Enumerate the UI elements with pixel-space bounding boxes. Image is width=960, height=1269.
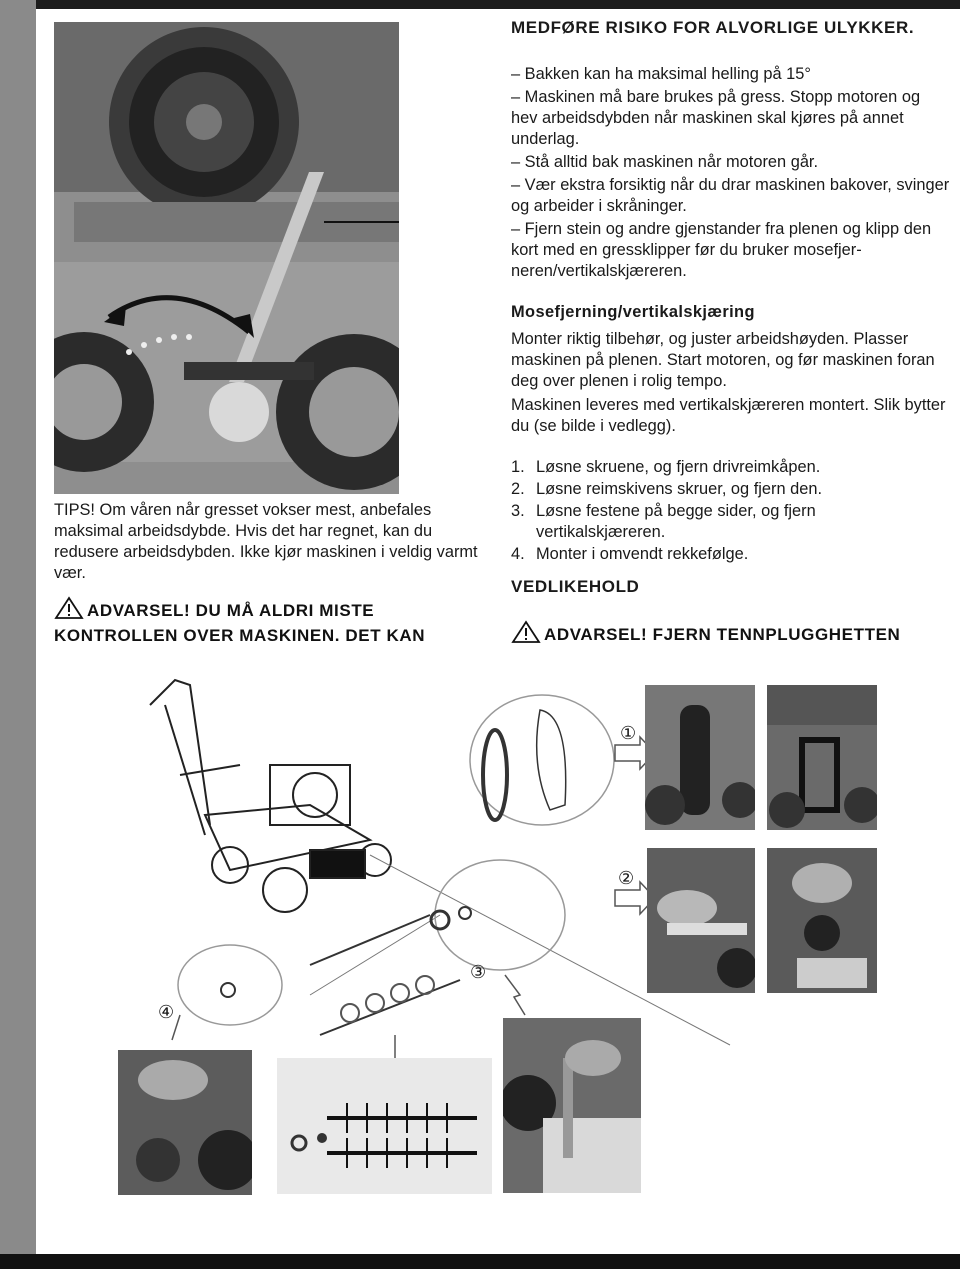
tips-paragraph: TIPS! Om våren når gresset vokser mest, anbefales maksimal arbeidsdybde. Hvis det har regnet, kan du redusere arbeidsdybden. Ikke kjør maskinen i veldig varmt vær. (54, 501, 478, 582)
risk-bullet-list (511, 64, 951, 284)
risk-bullet: – Maskinen må bare brukes på gress. Stopp motoren og hev arbeidsdybden når maskinen skal kjøres på annet underlag. (511, 88, 921, 148)
machine-photo (54, 22, 399, 494)
step-number: 4. (511, 545, 525, 563)
step-item (511, 479, 951, 500)
warning-left-text: ADVARSEL! DU MÅ ALDRI MISTE KONTROLLEN OVER MASKINEN. DET KAN (54, 601, 426, 645)
step3-photo (503, 1018, 641, 1193)
bottom-bar (0, 1254, 960, 1269)
step2-photo-b (767, 848, 877, 993)
moss-paragraph: Monter riktig tilbehør, og juster arbeidshøyden. Plasser maskinen på plenen. Start motoren, og før maskinen foran deg over plenen i rolig tempo. (511, 330, 935, 390)
moss-heading: Mosefjerning/vertikalskjæring (511, 303, 755, 321)
step-text: Løsne reimskivens skruer, og fjern den. (536, 480, 823, 498)
risk-bullet: – Stå alltid bak maskinen når motoren går. (511, 153, 819, 171)
moss-paragraph: Maskinen leveres med vertikalskjæreren montert. Slik bytter du (se bilde i vedlegg). (511, 396, 946, 435)
cutter-shaft-photo (277, 1058, 492, 1194)
step4-photo (118, 1050, 252, 1195)
scarifier-machine-drawing (150, 680, 391, 912)
risk-bullet: – Fjern stein og andre gjenstander fra plenen og klipp den kort med en gressklipper før du bruker mosefjer-neren/vertikalskjæreren. (511, 220, 932, 280)
assembly-diagram (110, 665, 890, 1225)
step-item (511, 457, 951, 478)
risk-heading: MEDFØRE RISIKO FOR ALVORLIGE ULYKKER. (511, 18, 915, 37)
maintenance-heading: VEDLIKEHOLD (511, 577, 640, 596)
step-item (511, 501, 951, 543)
step-number: 2. (511, 480, 525, 498)
step-item (511, 544, 951, 565)
warning-left (54, 596, 494, 646)
diagram-label: ③ (470, 962, 487, 982)
step1-photo-a (645, 685, 755, 830)
step-text-continued: vertikalskjæreren. (536, 523, 666, 541)
warning-triangle-icon (511, 620, 541, 649)
warning-right-text: ADVARSEL! FJERN TENNPLUGGHETTEN (544, 625, 901, 644)
step1-photo-b (767, 685, 877, 830)
warning-triangle-icon (54, 596, 84, 625)
left-margin-strip (0, 0, 36, 1269)
diagram-label: ① (620, 723, 637, 743)
warning-right (511, 620, 951, 649)
step2-photo-a (647, 848, 755, 993)
step-text: Løsne skruene, og fjern drivreimkåpen. (536, 458, 821, 476)
diagram-label: ② (618, 868, 635, 888)
step-number: 3. (511, 502, 525, 520)
diagram-label: ④ (158, 1002, 175, 1022)
risk-bullet: – Bakken kan ha maksimal helling på 15° (511, 65, 811, 83)
step-number: 1. (511, 458, 525, 476)
steps-list (511, 457, 951, 566)
step-text: Monter i omvendt rekkefølge. (536, 545, 749, 563)
top-bar (0, 0, 960, 9)
risk-bullet: – Vær ekstra forsiktig når du drar maskinen bakover, svinger og arbeider i skråninger. (511, 176, 950, 215)
step-text: Løsne festene på begge sider, og fjern (536, 502, 816, 520)
